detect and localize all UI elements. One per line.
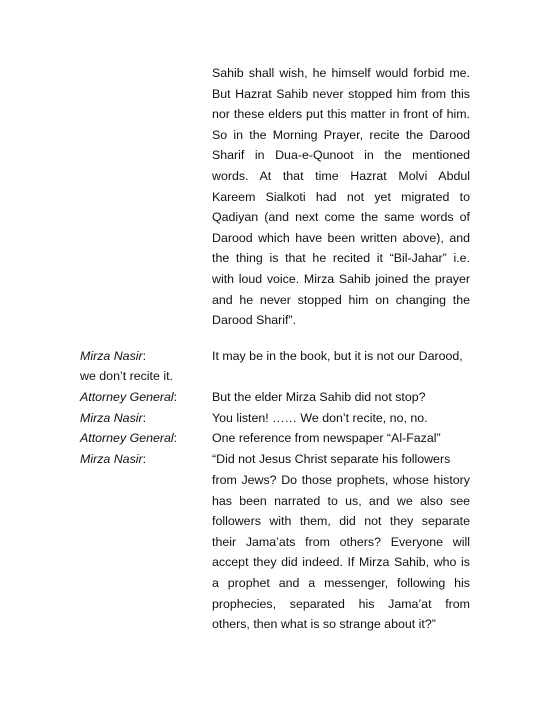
text-line: Sharif in Dua-e-Qunoot in the mentioned xyxy=(212,148,470,163)
text-line: the thing is that he recited it “Bil-Jahar” i.e. xyxy=(212,251,470,266)
speaker-label: Attorney General: xyxy=(80,431,178,445)
dialogue-row xyxy=(80,387,480,408)
quoted-paragraph-2 xyxy=(212,470,470,635)
text-line: Darood which have been written above), and xyxy=(212,230,470,245)
speaker-label: Attorney General: xyxy=(80,390,178,404)
dialogue-continuation: we don’t recite it. xyxy=(80,369,173,383)
dialogue-text: It may be in the book, but it is not our Darood, xyxy=(212,349,463,363)
dialogue-text: “Did not Jesus Christ separate his followers xyxy=(212,452,451,466)
text-line: Sahib shall wish, he himself would forbid me. xyxy=(212,66,470,80)
dialogue-row xyxy=(80,428,480,449)
text-line: But Hazrat Sahib never stopped him from this xyxy=(212,86,470,101)
text-line: followers with them, did not they separate xyxy=(212,514,470,529)
speaker-label: Mirza Nasir: xyxy=(80,411,147,425)
text-line: Darood Sharif”. xyxy=(212,313,297,328)
text-line: from Jews? Do those prophets, whose history xyxy=(212,473,470,487)
text-line: a prophet and a messenger, following his xyxy=(212,575,470,590)
text-line: with loud voice. Mirza Sahib joined the prayer xyxy=(212,271,470,286)
speaker-label: Mirza Nasir: xyxy=(80,452,147,466)
text-line: Qadiyan (and next come the same words of xyxy=(212,210,470,225)
text-line: accept they did indeed. If Mirza Sahib, who is xyxy=(212,555,470,570)
dialogue-text: But the elder Mirza Sahib did not stop? xyxy=(212,390,426,404)
text-line: prophecies, separated his Jama’at from xyxy=(212,596,470,611)
text-line: others, then what is so strange about it?” xyxy=(212,617,436,632)
text-line: has been narrated to us, and we also see xyxy=(212,493,470,508)
text-line: and he never stopped him on changing the xyxy=(212,292,470,307)
dialogue-row xyxy=(80,408,480,429)
dialogue-row xyxy=(80,449,480,470)
text-line: nor these elders put this matter in front of him. xyxy=(212,107,470,122)
text-line: So in the Morning Prayer, recite the Darood xyxy=(212,127,470,142)
dialogue-text: You listen! …… We don’t recite, no, no. xyxy=(212,411,428,425)
dialogue-text: One reference from newspaper “Al-Fazal” xyxy=(212,431,441,445)
quoted-paragraph-1 xyxy=(212,63,470,331)
dialogue-row xyxy=(80,346,480,367)
speaker-label: Mirza Nasir: xyxy=(80,349,147,363)
text-line: their Jama’ats from others? Everyone will xyxy=(212,534,470,549)
text-line: words. At that time Hazrat Molvi Abdul xyxy=(212,168,470,183)
text-line: Kareem Sialkoti had not yet migrated to xyxy=(212,189,470,204)
